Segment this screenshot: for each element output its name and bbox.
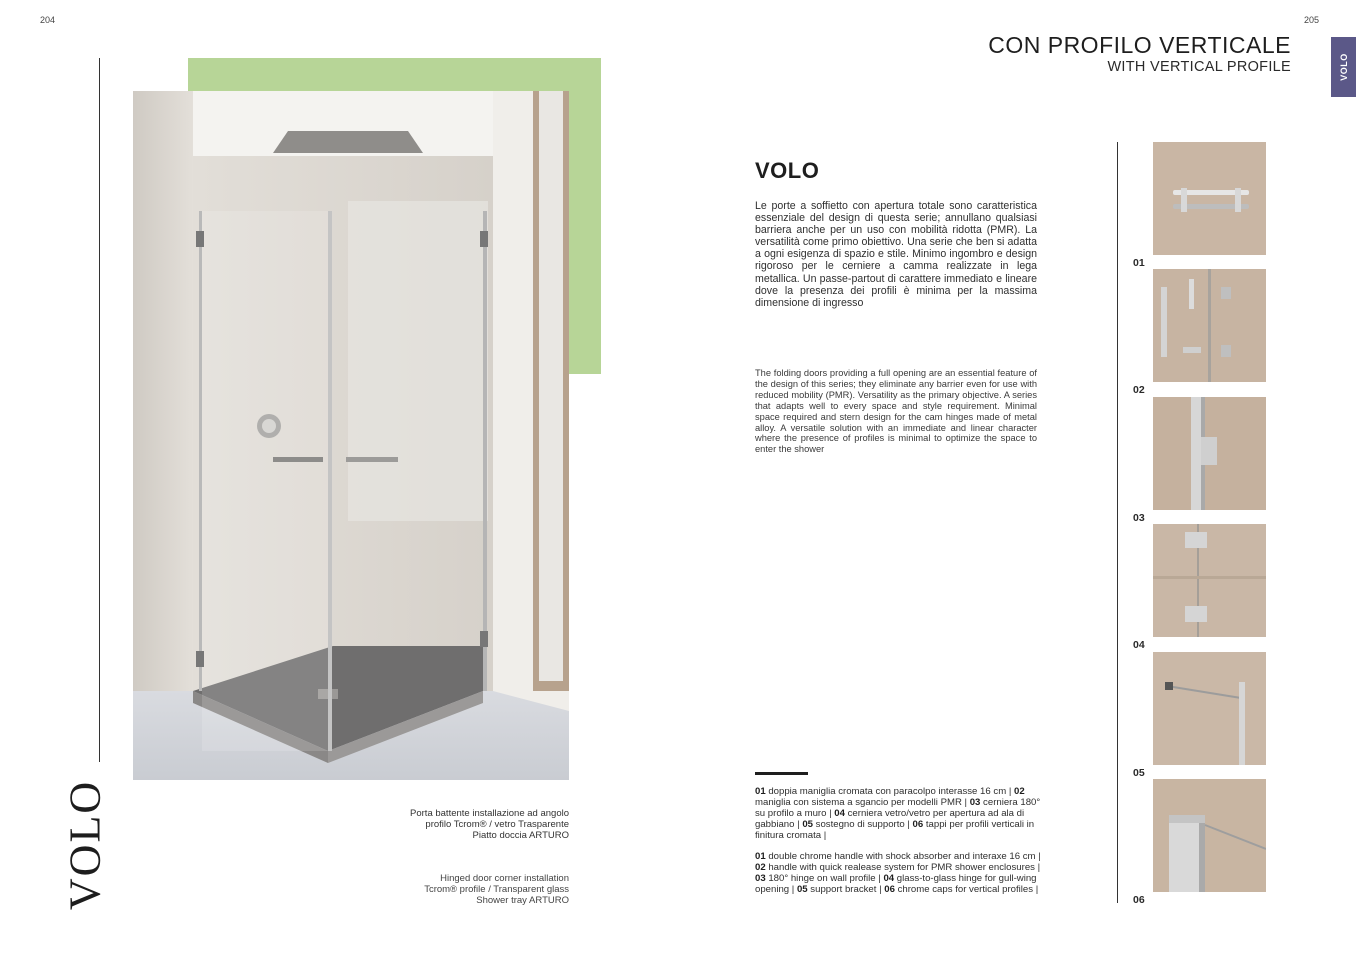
detail-image-03 xyxy=(1153,397,1266,510)
shower-enclosure-photo xyxy=(133,91,569,780)
page-number-left: 204 xyxy=(40,15,56,25)
features-divider xyxy=(755,772,808,775)
detail-number-03: 03 xyxy=(1133,512,1145,524)
description-it: Le porte a soffietto con apertura totale sono caratteristica essenziale del design di questa serie; annullano qualsiasi barriera anche per un uso con mobilità ridotta (PMR). La versatilità come primo obiettivo. Una serie che ben si adatta a ogni esigenza di spazio e stile. Minimo ingombro e design rigoroso per le cerniere a camma realizzate in lega metallica. Un passe-partout di carattere immediato e lineare dove la presenza dei profili è minima per la massima dimensione di ingresso xyxy=(755,200,1037,309)
detail-image-02 xyxy=(1153,269,1266,382)
vertical-series-word: VOLO xyxy=(60,779,110,911)
detail-number-01: 01 xyxy=(1133,257,1145,269)
features-list-en: 01 double chrome handle with shock absorber and interaxe 16 cm | 02 handle with quick realease system for PMR shower enclosures | 03 180° hinge on wall profile | 04 glass-to-glass hinge for gull-wing opening | 05 support bracket | 06 chrome caps for vertical profiles | xyxy=(755,851,1041,895)
left-vertical-rule xyxy=(99,58,100,762)
photo-caption-en: Hinged door corner installation Tcrom® profile / Transparent glass Shower tray ARTURO xyxy=(424,873,569,906)
photo-caption-it: Porta battente installazione ad angolo profilo Tcrom® / vetro Trasparente Piatto doccia ARTURO xyxy=(410,808,569,841)
detail-number-02: 02 xyxy=(1133,384,1145,396)
description-en: The folding doors providing a full opening are an essential feature of the design of this series; they eliminate any barrier even for use with reduced mobility (PMR). Versatility as the primary objective. A series that adapts well to every space and style requirement. Minimal space required and stern design for the cam hinges made of metal alloy. A versatile solution with an immediate and linear character where the presence of profiles is minimal to optimize the space to enter the shower xyxy=(755,368,1037,455)
features-list-it: 01 doppia maniglia cromata con paracolpo interasse 16 cm | 02 maniglia con sistema a sgancio per modelli PMR | 03 cerniera 180° su profilo a muro | 04 cerniera vetro/vetro per apertura ad ala di gabbiano | 05 sostegno di supporto | 06 tappi per profili verticali in finitura cromata | xyxy=(755,786,1041,841)
section-title: CON PROFILO VERTICALE xyxy=(988,32,1291,58)
side-index-tab[interactable]: VOLO xyxy=(1331,37,1356,97)
page-number-right: 205 xyxy=(1304,15,1320,25)
detail-number-05: 05 xyxy=(1133,767,1145,779)
detail-number-04: 04 xyxy=(1133,639,1145,651)
details-vertical-rule xyxy=(1117,142,1118,903)
series-title: VOLO xyxy=(755,158,820,183)
detail-image-01 xyxy=(1153,142,1266,255)
detail-number-06: 06 xyxy=(1133,894,1145,906)
detail-image-06 xyxy=(1153,779,1266,892)
section-subtitle: WITH VERTICAL PROFILE xyxy=(1107,59,1291,75)
detail-image-04 xyxy=(1153,524,1266,637)
detail-image-05 xyxy=(1153,652,1266,765)
